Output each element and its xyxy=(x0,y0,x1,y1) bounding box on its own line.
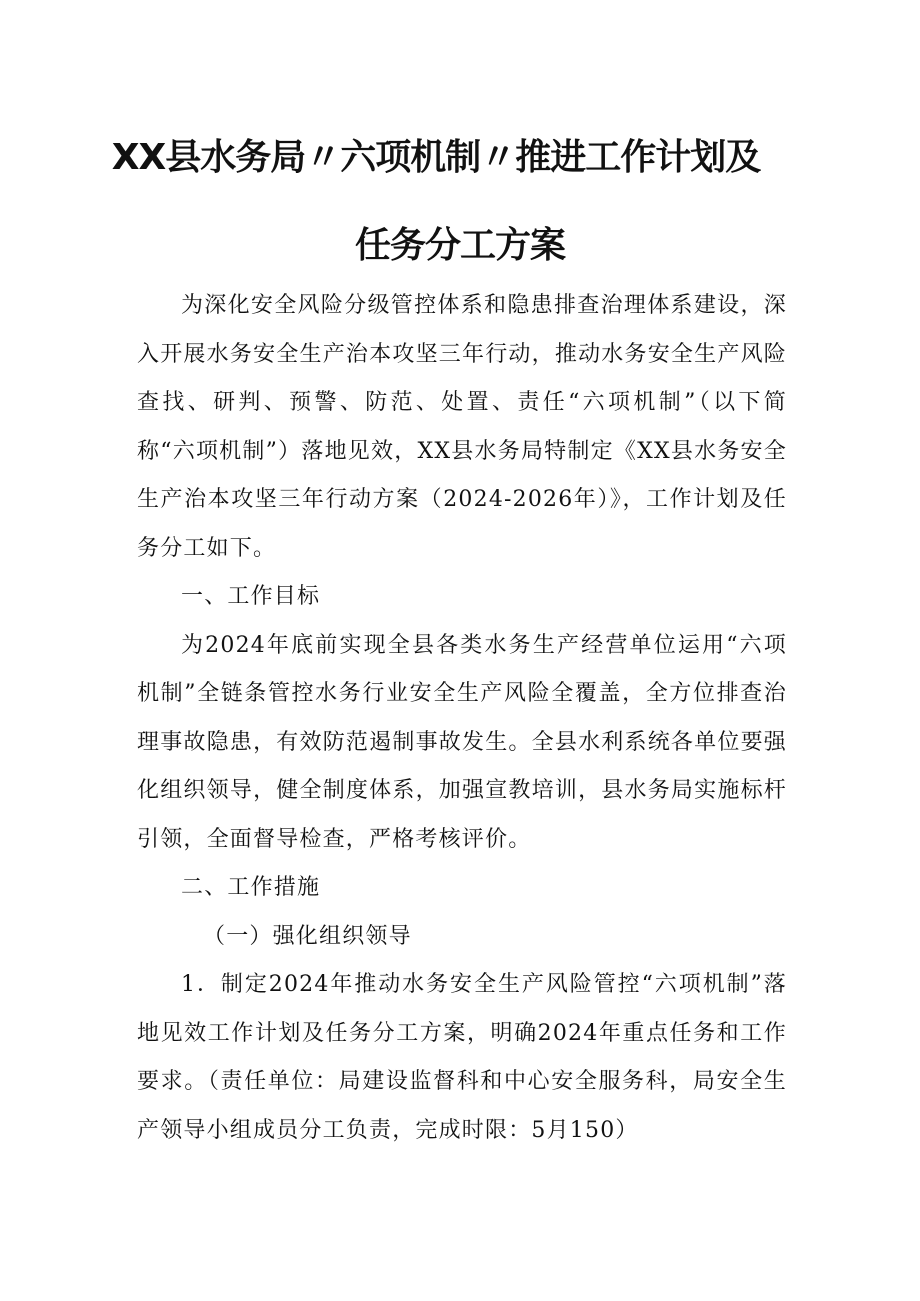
document-title-line-2: 任务分工方案 xyxy=(354,225,565,266)
goals-paragraph: 为2024年底前实现全县各类水务生产经营单位运用“六项机制”全链条管控水务行业安全生产风险全覆盖，全方位排查治理事故隐患，有效防范遏制事故发生。全县水利系统各单位要强化组织领导，健全制度体系，加强宣教培训，县水务局实施标杆引领，全面督导检查，严格考核评价。 xyxy=(137,632,787,852)
measure-item-1: 1．制定2024年推动水务安全生产风险管控“六项机制”落地见效工作计划及任务分工方案，明确2024年重点任务和工作要求。（责任单位：局建设监督科和中心安全服务科，局安全生产领导小组成员分工负责，完成时限：5月150） xyxy=(137,972,787,1143)
document-title-line-1: XX县水务局〃六项机制〃推进工作计划及 xyxy=(111,137,761,178)
document-body xyxy=(137,282,787,1155)
subsection-heading-leadership: （一）强化组织领导 xyxy=(203,923,412,949)
intro-paragraph: 为深化安全风险分级管控体系和隐患排查治理体系建设，深入开展水务安全生产治本攻坚三年行动，推动水务安全生产风险查找、研判、预警、防范、处置、责任“六项机制”（以下简称“六项机制”）落地见效，XX县水务局特制定《XX县水务安全生产治本攻坚三年行动方案（2024-2026年）》，工作计划及任务分工如下。 xyxy=(137,293,787,561)
section-heading-measures: 二、工作措施 xyxy=(181,875,321,900)
section-heading-goals: 一、工作目标 xyxy=(181,584,321,609)
